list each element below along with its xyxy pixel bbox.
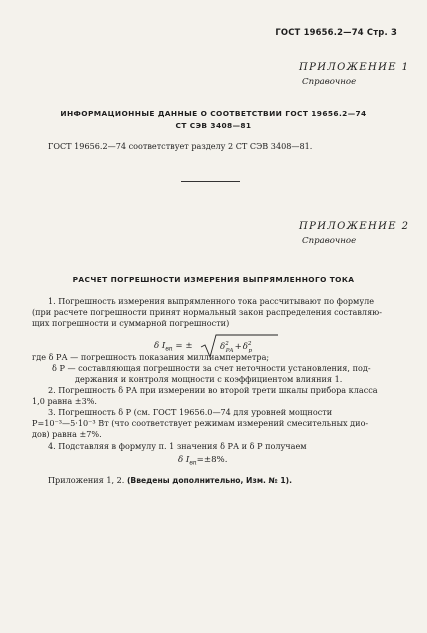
section-1-heading-line2: СТ СЭВ 3408—81 [175, 121, 252, 130]
where-line-3: держания и контроля мощности с коэффициентом влияния 1. [75, 374, 343, 384]
paragraph-4: 4. Подставляя в формулу п. 1 значения δ РА и δ Р получаем [48, 441, 307, 451]
appendix-1-title: ПРИЛОЖЕНИЕ 1 [299, 62, 410, 73]
separator-rule [181, 181, 240, 182]
paragraph-1-line-2: (при расчете погрешности принят нормальный закон распределения составляю- [32, 307, 382, 317]
section-1-heading [0, 108, 427, 132]
formula-2: δ $I_{вп}=\pm 8\%$. [178, 455, 228, 467]
where-line-2: δ Р — составляющая погрешности за счет неточности установления, под- [52, 363, 371, 373]
paragraph-3-line-2: Р=10⁻³—5·10⁻³ Вт (что соответствует режимам измерений смесительных дио- [32, 418, 369, 428]
paragraph-3-line-1: 3. Погрешность δ Р (см. ГОСТ 19656.0—74 для уровней мощности [48, 407, 333, 417]
paragraph-1-line-1: 1. Погрешность измерения выпрямленного тока рассчитывают по формуле [48, 296, 375, 306]
paragraph-2-line-2: 1,0 равна ±3%. [32, 396, 97, 406]
footer-note: Приложения 1, 2. (Введены дополнительно, Изм. № 1). [48, 475, 292, 485]
appendix-2-subtitle: Справочное [302, 236, 357, 246]
section-1-heading-line1: ИНФОРМАЦИОННЫЕ ДАННЫЕ О СООТВЕТСТВИИ ГОСТ 19656.2—74 [60, 109, 367, 118]
document-page: ГОСТ 19656.2—74 Стр. 3 ПРИЛОЖЕНИЕ 1 Справочное ИНФОРМАЦИОННЫЕ ДАННЫЕ О СООТВЕТСТВИИ ГОСТ 19656.2—74 СТ СЭВ 3408—81 ГОСТ 19656.2—74 соответствует разделу 2 СТ СЭВ 3408—81. ПРИЛОЖЕНИЕ 2 Справочное РАСЧЕТ ПОГРЕШНОСТИ ИЗМЕРЕНИЯ ВЫПРЯМЛЕННОГО ТОКА 1. Погрешность измерения выпрямленного тока рассчитывают по формуле (при расчете погрешности принят нормальный закон распределения составляю- щих погрешности и суммарной погрешности) δ $I_{вп}$ = ± $\delta^2_{РА}+\delta^2_р$ где δ РА — погрешность показания миллиамперметра; δ Р — составляющая погрешности за счет неточности установления, под- держания и контроля мощности с коэффициентом влияния 1. 2. Погрешность δ РА при измерении во второй трети шкалы прибора класса 1,0 равна ±3%. 3. Погрешность δ Р (см. ГОСТ 19656.0—74 для уровней мощности Р=10⁻³—5·10⁻³ Вт (что соответствует режимам измерений смесительных дио- дов) равна ±7%. 4. Подставляя в формулу п. 1 значения δ РА и δ Р получаем δ $I_{вп}=\pm 8\%$. Приложения 1, 2. (Введены дополнительно, Изм. № 1). [0, 0, 427, 633]
section-2-heading: РАСЧЕТ ПОГРЕШНОСТИ ИЗМЕРЕНИЯ ВЫПРЯМЛЕННОГО ТОКА [72, 275, 355, 284]
paragraph-1-line-3: щих погрешности и суммарной погрешности) [32, 318, 230, 328]
appendix-1-subtitle: Справочное [302, 77, 357, 87]
where-line-1: где δ РА — погрешность показания миллиамперметра; [32, 352, 270, 362]
paragraph-3-line-3: дов) равна ±7%. [32, 429, 102, 439]
page-header: ГОСТ 19656.2—74 Стр. 3 [275, 27, 397, 37]
section-1-body: ГОСТ 19656.2—74 соответствует разделу 2 СТ СЭВ 3408—81. [48, 141, 313, 151]
paragraph-2-line-1: 2. Погрешность δ РА при измерении во второй трети шкалы прибора класса [48, 385, 378, 395]
appendix-2-title: ПРИЛОЖЕНИЕ 2 [299, 221, 410, 232]
